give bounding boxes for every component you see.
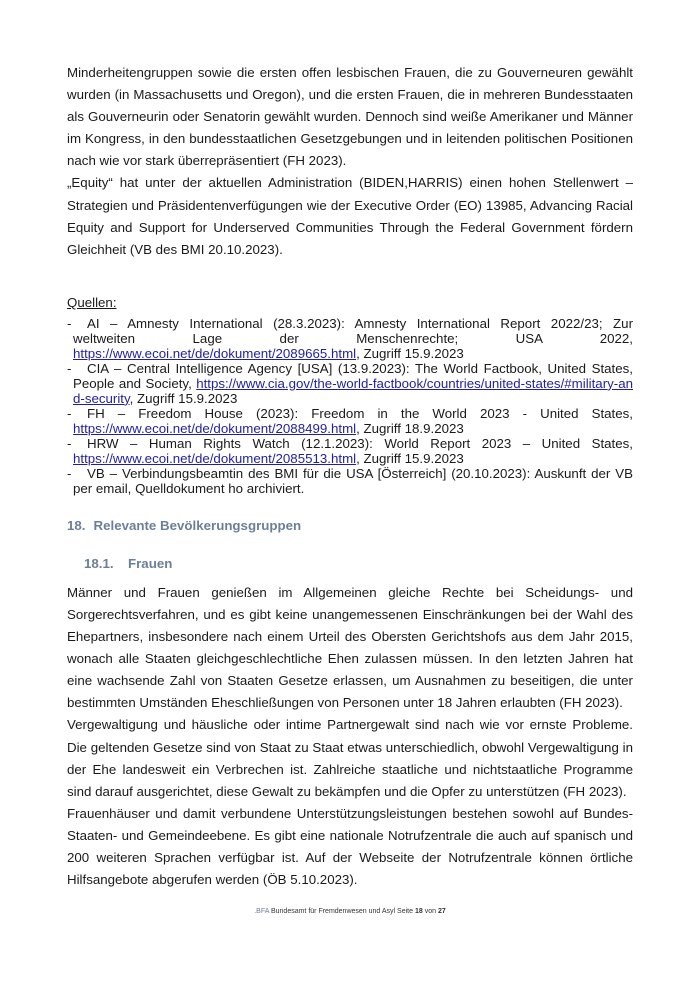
source-link-cia[interactable]: https://www.cia.gov/the-world-factbook/countries/united-states/#military-and-security [73,375,633,406]
subsection-title: Frauen [128,555,173,571]
source-text: FH – Freedom House (2023): Freedom in the World 2023 - United States, [87,405,633,421]
source-text: VB – Verbindungsbeamtin des BMI für die USA [Österreich] (20.10.2023): Auskunft der VB per email, Quelldokument ho archiviert. [73,465,633,496]
source-access-date: , Zugriff 15.9.2023 [356,345,464,361]
page-footer [0,908,700,915]
intro-paragraph-1: Minderheitengruppen sowie die ersten offen lesbischen Frauen, die zu Gouverneuren gewählt wurden (in Massachusetts und Oregon), und die ersten Frauen, die in mehreren Bundesstaaten als Gouverneurin oder Senatorin gewählt wurden. Dennoch sind weiße Amerikaner und Männer im Kongress, in den bundesstaatlichen Gesetzgebungen und in leitenden politischen Positionen nach wie vor stark überrepräsentiert (FH 2023). [67,65,633,169]
sources-list [67,316,633,496]
source-item-hrw [67,436,633,466]
source-text: AI – Amnesty International (28.3.2023): Amnesty International Report 2022/23; Zur weltweiten Lage der Menschenrechte; USA 2022, [73,315,633,346]
source-link-hrw[interactable]: https://www.ecoi.net/de/dokument/2085513.html [73,450,357,466]
footer-page-label: Seite [397,908,414,915]
footer-of-label: von [424,908,437,915]
bfa-logo-text: .BFA [254,908,270,915]
subsection-body [67,582,633,891]
spacer [67,261,633,281]
body-paragraph-3: Frauenhäuser und damit verbundene Unterstützungsleistungen bestehen sowohl auf Bundes-Staaten- und Gemeindeebene. Es gibt eine nationale Notrufzentrale die auch auf spanisch und 200 weiteren Sprachen verfügbar ist. Auf der Webseite der Notrufzentrale können örtliche Hilfsangebote abgerufen werden (ÖB 5.10.2023). [67,805,633,888]
subsection-heading [84,556,633,572]
source-link-ai[interactable]: https://www.ecoi.net/de/dokument/2089665.html [73,345,357,361]
body-paragraph-1: Männer und Frauen genießen im Allgemeinen gleiche Rechte bei Scheidungs- und Sorgerechtsverfahren, und es gibt keine unangemessenen Einschränkungen bei der Wahl des Ehepartners, insbesondere nach einem Urteil des Obersten Gerichtshofs aus dem Jahr 2015, wonach alle Staaten gleichgeschlechtliche Ehen zulassen müssen. In den letzten Jahren hat eine wachsende Zahl von Staaten Gesetze erlassen, um Ausnahmen zu beseitigen, die unter bestimmten Umständen Eheschließungen von Personen unter 18 Jahren erlaubten (FH 2023). [67,584,633,711]
body-paragraph-2: Vergewaltigung und häusliche oder intime Partnergewalt sind nach wie vor ernste Probleme. Die geltenden Gesetze sind von Staat zu Staat etwas unterschiedlich, obwohl Vergewaltigung in der Ehe landesweit ein Verbrechen ist. Zahlreiche staatliche und nichtstaatliche Programme sind darauf ausgerichtet, diese Gewalt zu bekämpfen und die Opfer zu unterstützen (FH 2023). [67,717,633,799]
source-text: CIA – Central Intelligence Agency [USA] (13.9.2023): The World Factbook, United States, People and Society, [73,360,633,391]
section-number: 18. [67,517,86,533]
document-page [67,62,633,891]
intro-paragraph-2: „Equity“ hat unter der aktuellen Administration (BIDEN,HARRIS) einen hohen Stellenwert – Strategien und Präsidentenverfügungen wie der Executive Order (EO) 13985, Advancing Racial Equity and Support for Underserved Communities Through the Federal Government fördern Gleichheit (VB des BMI 20.10.2023). [67,175,633,257]
section-heading [67,518,633,534]
source-item-fh [67,406,633,436]
list-dash: - [67,465,72,481]
source-item-cia [67,361,633,406]
section-title: Relevante Bevölkerungsgruppen [93,517,302,533]
sources-title: Quellen: [67,294,117,310]
source-item-ai [67,316,633,361]
list-dash: - [67,360,72,376]
list-dash: - [67,315,72,331]
source-item-vb [67,466,633,496]
footer-page-current: 18 [414,908,423,915]
source-link-fh[interactable]: https://www.ecoi.net/de/dokument/2088499.html [73,420,357,436]
list-dash: - [67,435,72,451]
source-access-date: , Zugriff 15.9.2023 [356,450,464,466]
source-access-date: , Zugriff 18.9.2023 [356,420,464,436]
list-dash: - [67,405,72,421]
source-text: HRW – Human Rights Watch (12.1.2023): World Report 2023 – United States, [87,435,633,451]
footer-page-total: 27 [437,908,446,915]
source-access-date: , Zugriff 15.9.2023 [129,390,238,406]
footer-org: Bundesamt für Fremdenwesen und Asyl [270,908,396,915]
subsection-number: 18.1. [84,555,114,571]
